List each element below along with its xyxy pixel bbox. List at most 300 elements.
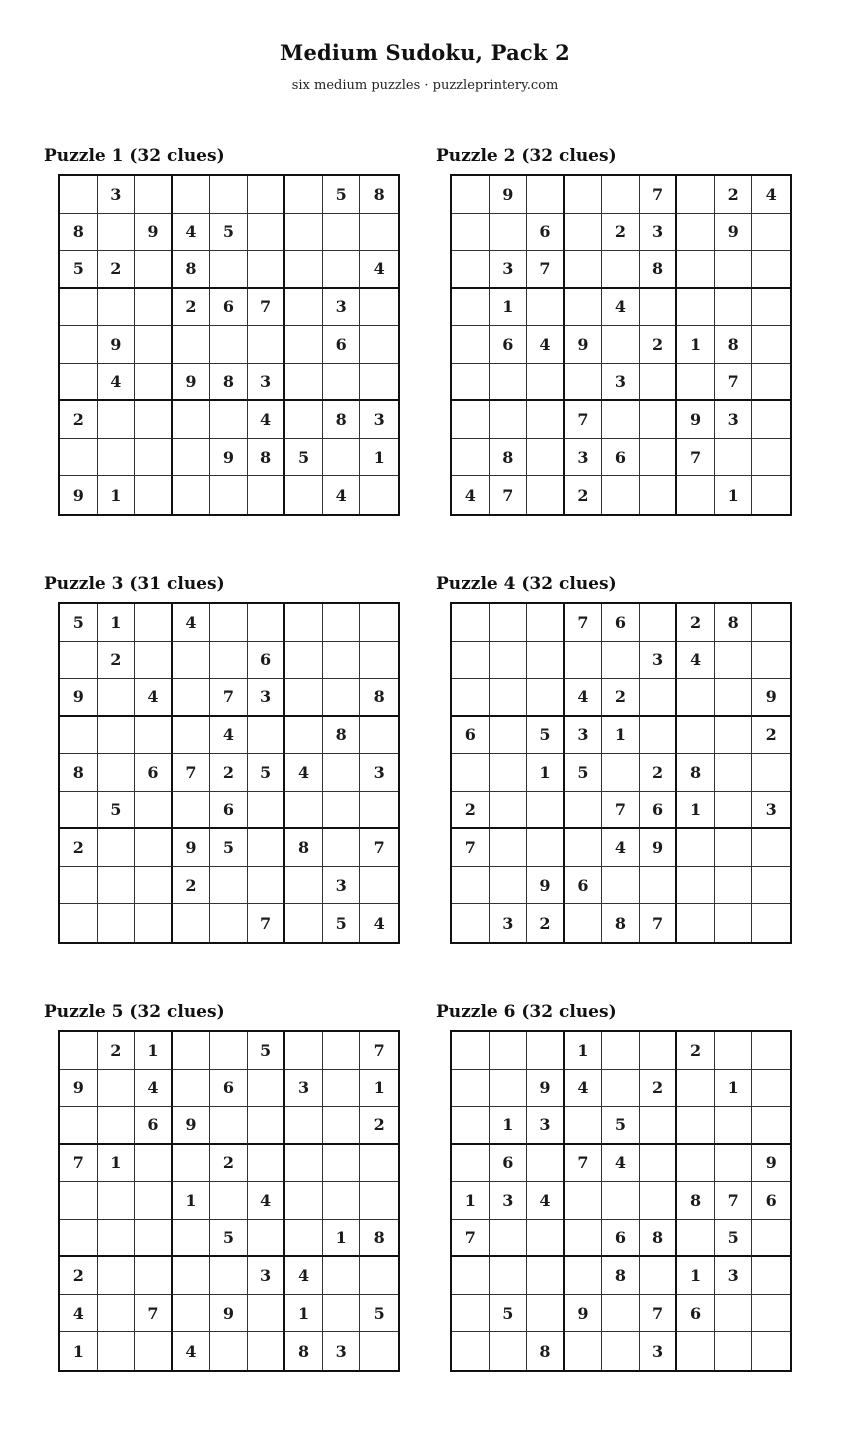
empty-cell [715, 867, 753, 905]
empty-cell [60, 1182, 98, 1220]
given-digit-cell: 1 [98, 1145, 136, 1183]
given-digit-cell: 3 [360, 401, 398, 439]
empty-cell [715, 717, 753, 755]
given-digit-cell: 8 [323, 401, 361, 439]
empty-cell [677, 289, 715, 327]
empty-cell [135, 439, 173, 477]
empty-cell [285, 326, 323, 364]
empty-cell [135, 476, 173, 514]
given-digit-cell: 3 [715, 401, 753, 439]
empty-cell [285, 1145, 323, 1183]
empty-cell [210, 867, 248, 905]
empty-cell [677, 1145, 715, 1183]
given-digit-cell: 2 [640, 754, 678, 792]
empty-cell [527, 829, 565, 867]
empty-cell [602, 176, 640, 214]
given-digit-cell: 9 [527, 1070, 565, 1108]
given-digit-cell: 2 [677, 604, 715, 642]
empty-cell [715, 754, 753, 792]
given-digit-cell: 5 [602, 1107, 640, 1145]
given-digit-cell: 5 [323, 904, 361, 942]
given-digit-cell: 4 [602, 829, 640, 867]
empty-cell [360, 792, 398, 830]
empty-cell [210, 176, 248, 214]
empty-cell [323, 1032, 361, 1070]
empty-cell [135, 1332, 173, 1370]
given-digit-cell: 9 [565, 326, 603, 364]
given-digit-cell: 7 [527, 251, 565, 289]
empty-cell [602, 1070, 640, 1108]
empty-cell [210, 251, 248, 289]
empty-cell [602, 1182, 640, 1220]
given-digit-cell: 5 [98, 792, 136, 830]
given-digit-cell: 8 [715, 326, 753, 364]
empty-cell [677, 251, 715, 289]
empty-cell [360, 476, 398, 514]
empty-cell [60, 326, 98, 364]
empty-cell [490, 1220, 528, 1258]
given-digit-cell: 2 [60, 829, 98, 867]
empty-cell [452, 214, 490, 252]
empty-cell [323, 1070, 361, 1108]
empty-cell [323, 604, 361, 642]
empty-cell [135, 1220, 173, 1258]
page-title: Medium Sudoku, Pack 2 [280, 40, 570, 65]
empty-cell [173, 1220, 211, 1258]
given-digit-cell: 4 [565, 679, 603, 717]
given-digit-cell: 1 [490, 289, 528, 327]
given-digit-cell: 4 [360, 251, 398, 289]
empty-cell [285, 679, 323, 717]
given-digit-cell: 8 [173, 251, 211, 289]
given-digit-cell: 4 [248, 1182, 286, 1220]
empty-cell [527, 1295, 565, 1333]
empty-cell [135, 401, 173, 439]
empty-cell [60, 1107, 98, 1145]
given-digit-cell: 6 [210, 289, 248, 327]
empty-cell [490, 867, 528, 905]
empty-cell [98, 1182, 136, 1220]
empty-cell [323, 829, 361, 867]
given-digit-cell: 4 [565, 1070, 603, 1108]
empty-cell [452, 604, 490, 642]
empty-cell [173, 679, 211, 717]
empty-cell [452, 1257, 490, 1295]
given-digit-cell: 6 [323, 326, 361, 364]
empty-cell [173, 904, 211, 942]
given-digit-cell: 7 [210, 679, 248, 717]
empty-cell [98, 439, 136, 477]
given-digit-cell: 2 [640, 1070, 678, 1108]
empty-cell [715, 679, 753, 717]
empty-cell [452, 1145, 490, 1183]
given-digit-cell: 9 [60, 476, 98, 514]
empty-cell [452, 754, 490, 792]
empty-cell [640, 679, 678, 717]
empty-cell [452, 251, 490, 289]
sudoku-grid [450, 174, 792, 516]
given-digit-cell: 1 [285, 1295, 323, 1333]
empty-cell [248, 1220, 286, 1258]
empty-cell [285, 604, 323, 642]
given-digit-cell: 1 [360, 1070, 398, 1108]
given-digit-cell: 6 [490, 1145, 528, 1183]
given-digit-cell: 5 [490, 1295, 528, 1333]
empty-cell [135, 792, 173, 830]
empty-cell [173, 439, 211, 477]
given-digit-cell: 1 [452, 1182, 490, 1220]
empty-cell [602, 642, 640, 680]
empty-cell [135, 604, 173, 642]
given-digit-cell: 3 [752, 792, 790, 830]
empty-cell [490, 1332, 528, 1370]
given-digit-cell: 7 [602, 792, 640, 830]
empty-cell [752, 867, 790, 905]
empty-cell [602, 754, 640, 792]
given-digit-cell: 7 [715, 364, 753, 402]
given-digit-cell: 7 [490, 476, 528, 514]
empty-cell [135, 176, 173, 214]
given-digit-cell: 3 [248, 1257, 286, 1295]
given-digit-cell: 2 [602, 214, 640, 252]
empty-cell [715, 1107, 753, 1145]
empty-cell [490, 754, 528, 792]
empty-cell [752, 214, 790, 252]
given-digit-cell: 4 [173, 1332, 211, 1370]
given-digit-cell: 2 [98, 1032, 136, 1070]
empty-cell [98, 1220, 136, 1258]
sudoku-grid [450, 602, 792, 944]
given-digit-cell: 3 [640, 1332, 678, 1370]
empty-cell [752, 754, 790, 792]
given-digit-cell: 7 [565, 401, 603, 439]
given-digit-cell: 6 [677, 1295, 715, 1333]
given-digit-cell: 5 [60, 251, 98, 289]
empty-cell [752, 642, 790, 680]
given-digit-cell: 8 [677, 1182, 715, 1220]
puzzle-title: Puzzle 4 (32 clues) [436, 574, 617, 594]
empty-cell [360, 364, 398, 402]
empty-cell [640, 1257, 678, 1295]
empty-cell [452, 1107, 490, 1145]
given-digit-cell: 8 [640, 251, 678, 289]
empty-cell [640, 1145, 678, 1183]
empty-cell [602, 401, 640, 439]
empty-cell [60, 1032, 98, 1070]
empty-cell [677, 364, 715, 402]
given-digit-cell: 5 [210, 1220, 248, 1258]
given-digit-cell: 4 [323, 476, 361, 514]
empty-cell [135, 1145, 173, 1183]
empty-cell [752, 364, 790, 402]
given-digit-cell: 3 [715, 1257, 753, 1295]
empty-cell [715, 904, 753, 942]
empty-cell [135, 904, 173, 942]
empty-cell [98, 1070, 136, 1108]
empty-cell [640, 439, 678, 477]
given-digit-cell: 9 [173, 1107, 211, 1145]
empty-cell [452, 1332, 490, 1370]
given-digit-cell: 6 [752, 1182, 790, 1220]
empty-cell [677, 1070, 715, 1108]
given-digit-cell: 6 [452, 717, 490, 755]
empty-cell [490, 829, 528, 867]
given-digit-cell: 8 [677, 754, 715, 792]
empty-cell [602, 476, 640, 514]
given-digit-cell: 1 [677, 792, 715, 830]
empty-cell [248, 176, 286, 214]
given-digit-cell: 5 [60, 604, 98, 642]
given-digit-cell: 7 [565, 604, 603, 642]
empty-cell [452, 439, 490, 477]
empty-cell [285, 364, 323, 402]
empty-cell [210, 604, 248, 642]
empty-cell [715, 792, 753, 830]
empty-cell [360, 1182, 398, 1220]
empty-cell [248, 1332, 286, 1370]
empty-cell [715, 1032, 753, 1070]
empty-cell [98, 1107, 136, 1145]
given-digit-cell: 4 [285, 1257, 323, 1295]
empty-cell [565, 214, 603, 252]
given-digit-cell: 2 [173, 867, 211, 905]
empty-cell [60, 1220, 98, 1258]
given-digit-cell: 8 [602, 904, 640, 942]
given-digit-cell: 9 [60, 1070, 98, 1108]
empty-cell [565, 792, 603, 830]
empty-cell [248, 214, 286, 252]
empty-cell [640, 604, 678, 642]
sudoku-grid [58, 602, 400, 944]
given-digit-cell: 5 [323, 176, 361, 214]
empty-cell [323, 439, 361, 477]
puzzle-title: Puzzle 1 (32 clues) [44, 146, 225, 166]
empty-cell [360, 604, 398, 642]
empty-cell [527, 1220, 565, 1258]
empty-cell [602, 251, 640, 289]
given-digit-cell: 3 [565, 439, 603, 477]
given-digit-cell: 5 [210, 214, 248, 252]
empty-cell [490, 604, 528, 642]
empty-cell [173, 717, 211, 755]
empty-cell [285, 1032, 323, 1070]
empty-cell [360, 289, 398, 327]
empty-cell [490, 1032, 528, 1070]
given-digit-cell: 6 [640, 792, 678, 830]
empty-cell [285, 214, 323, 252]
empty-cell [452, 867, 490, 905]
empty-cell [677, 1332, 715, 1370]
empty-cell [490, 642, 528, 680]
empty-cell [490, 1257, 528, 1295]
empty-cell [677, 476, 715, 514]
empty-cell [490, 1070, 528, 1108]
given-digit-cell: 1 [677, 1257, 715, 1295]
given-digit-cell: 4 [527, 326, 565, 364]
empty-cell [527, 1145, 565, 1183]
sudoku-grid [450, 1030, 792, 1372]
given-digit-cell: 6 [490, 326, 528, 364]
empty-cell [527, 1257, 565, 1295]
given-digit-cell: 6 [135, 1107, 173, 1145]
given-digit-cell: 1 [715, 476, 753, 514]
given-digit-cell: 6 [135, 754, 173, 792]
given-digit-cell: 3 [98, 176, 136, 214]
empty-cell [715, 251, 753, 289]
puzzle-title: Puzzle 6 (32 clues) [436, 1002, 617, 1022]
empty-cell [527, 176, 565, 214]
given-digit-cell: 6 [602, 604, 640, 642]
given-digit-cell: 8 [360, 679, 398, 717]
empty-cell [135, 326, 173, 364]
empty-cell [490, 401, 528, 439]
empty-cell [285, 401, 323, 439]
empty-cell [452, 642, 490, 680]
given-digit-cell: 1 [135, 1032, 173, 1070]
given-digit-cell: 4 [173, 214, 211, 252]
empty-cell [98, 1257, 136, 1295]
empty-cell [323, 679, 361, 717]
empty-cell [323, 642, 361, 680]
empty-cell [640, 476, 678, 514]
given-digit-cell: 7 [640, 1295, 678, 1333]
empty-cell [752, 904, 790, 942]
empty-cell [173, 1295, 211, 1333]
empty-cell [565, 642, 603, 680]
empty-cell [527, 604, 565, 642]
empty-cell [173, 792, 211, 830]
empty-cell [452, 679, 490, 717]
given-digit-cell: 8 [285, 1332, 323, 1370]
empty-cell [248, 867, 286, 905]
empty-cell [360, 326, 398, 364]
empty-cell [173, 401, 211, 439]
empty-cell [452, 401, 490, 439]
empty-cell [285, 476, 323, 514]
empty-cell [360, 1145, 398, 1183]
empty-cell [323, 1182, 361, 1220]
given-digit-cell: 9 [210, 439, 248, 477]
given-digit-cell: 4 [752, 176, 790, 214]
given-digit-cell: 2 [60, 401, 98, 439]
given-digit-cell: 1 [173, 1182, 211, 1220]
empty-cell [323, 1257, 361, 1295]
empty-cell [527, 679, 565, 717]
empty-cell [715, 829, 753, 867]
empty-cell [173, 176, 211, 214]
empty-cell [452, 176, 490, 214]
given-digit-cell: 4 [527, 1182, 565, 1220]
given-digit-cell: 4 [60, 1295, 98, 1333]
given-digit-cell: 9 [98, 326, 136, 364]
empty-cell [602, 867, 640, 905]
empty-cell [285, 642, 323, 680]
empty-cell [210, 1332, 248, 1370]
given-digit-cell: 9 [135, 214, 173, 252]
empty-cell [452, 364, 490, 402]
empty-cell [565, 176, 603, 214]
empty-cell [135, 251, 173, 289]
given-digit-cell: 9 [527, 867, 565, 905]
empty-cell [248, 251, 286, 289]
empty-cell [602, 326, 640, 364]
given-digit-cell: 7 [360, 1032, 398, 1070]
empty-cell [323, 792, 361, 830]
empty-cell [565, 1220, 603, 1258]
empty-cell [135, 364, 173, 402]
empty-cell [452, 1032, 490, 1070]
empty-cell [173, 1070, 211, 1108]
empty-cell [173, 476, 211, 514]
given-digit-cell: 3 [490, 251, 528, 289]
empty-cell [565, 289, 603, 327]
empty-cell [452, 1295, 490, 1333]
empty-cell [490, 717, 528, 755]
empty-cell [98, 214, 136, 252]
given-digit-cell: 7 [452, 1220, 490, 1258]
empty-cell [135, 867, 173, 905]
given-digit-cell: 3 [490, 1182, 528, 1220]
empty-cell [360, 1257, 398, 1295]
empty-cell [752, 1332, 790, 1370]
empty-cell [715, 642, 753, 680]
puzzle-title: Puzzle 5 (32 clues) [44, 1002, 225, 1022]
empty-cell [752, 1220, 790, 1258]
given-digit-cell: 4 [602, 289, 640, 327]
given-digit-cell: 2 [173, 289, 211, 327]
given-digit-cell: 8 [527, 1332, 565, 1370]
empty-cell [285, 289, 323, 327]
empty-cell [98, 1332, 136, 1370]
empty-cell [527, 289, 565, 327]
given-digit-cell: 3 [360, 754, 398, 792]
given-digit-cell: 8 [210, 364, 248, 402]
given-digit-cell: 8 [60, 754, 98, 792]
empty-cell [98, 829, 136, 867]
empty-cell [360, 214, 398, 252]
given-digit-cell: 6 [527, 214, 565, 252]
empty-cell [210, 401, 248, 439]
empty-cell [490, 679, 528, 717]
empty-cell [602, 1032, 640, 1070]
given-digit-cell: 7 [360, 829, 398, 867]
given-digit-cell: 7 [60, 1145, 98, 1183]
empty-cell [715, 289, 753, 327]
given-digit-cell: 7 [173, 754, 211, 792]
empty-cell [640, 289, 678, 327]
empty-cell [98, 754, 136, 792]
empty-cell [752, 251, 790, 289]
empty-cell [452, 1070, 490, 1108]
given-digit-cell: 3 [248, 364, 286, 402]
empty-cell [752, 289, 790, 327]
empty-cell [527, 401, 565, 439]
sudoku-grid [58, 1030, 400, 1372]
given-digit-cell: 2 [452, 792, 490, 830]
given-digit-cell: 7 [135, 1295, 173, 1333]
empty-cell [752, 1070, 790, 1108]
empty-cell [135, 642, 173, 680]
given-digit-cell: 2 [60, 1257, 98, 1295]
given-digit-cell: 2 [602, 679, 640, 717]
given-digit-cell: 8 [360, 176, 398, 214]
given-digit-cell: 7 [715, 1182, 753, 1220]
given-digit-cell: 2 [210, 1145, 248, 1183]
empty-cell [135, 289, 173, 327]
given-digit-cell: 1 [360, 439, 398, 477]
empty-cell [527, 364, 565, 402]
empty-cell [677, 717, 715, 755]
